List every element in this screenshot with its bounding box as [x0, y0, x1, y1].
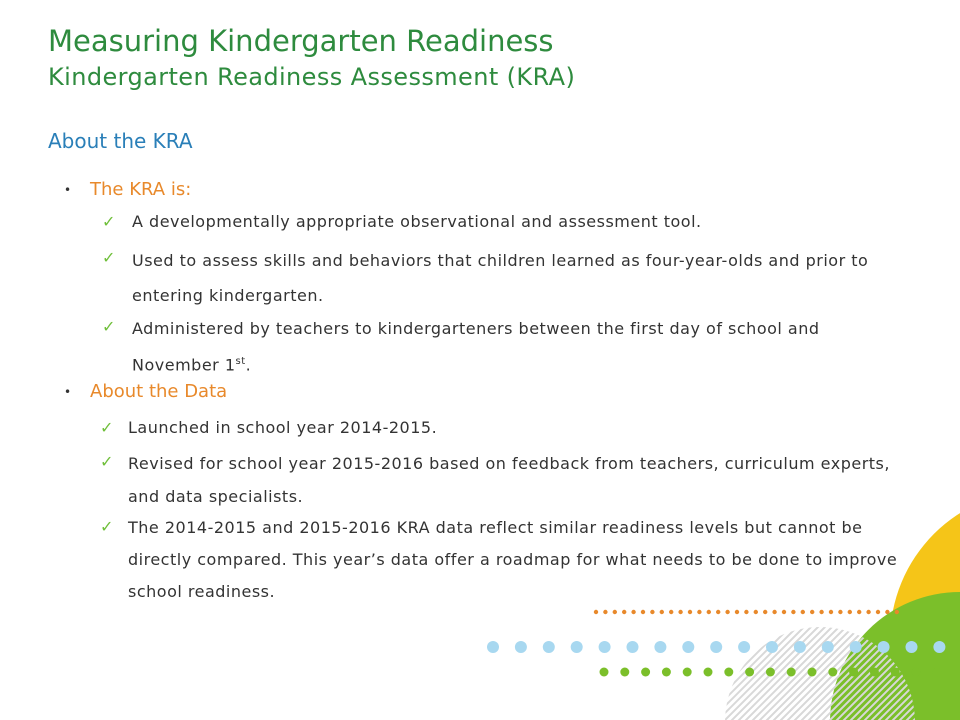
decorative-dot: [885, 610, 889, 614]
decorative-dot: [627, 641, 639, 653]
decorative-dot: [763, 610, 767, 614]
decorative-dot: [912, 668, 921, 677]
decorative-dot: [766, 641, 778, 653]
decorative-dot: [735, 610, 739, 614]
bullet-label: The KRA is:: [90, 179, 192, 200]
decorative-dot: [891, 668, 900, 677]
bullet-dot-icon: •: [64, 183, 72, 197]
decorative-dot: [850, 641, 862, 653]
decorative-dot: [876, 610, 880, 614]
decorative-dot: [716, 610, 720, 614]
decorative-dot: [906, 641, 918, 653]
decorative-dot: [895, 610, 899, 614]
decorative-dot: [848, 610, 852, 614]
decorative-dot: [782, 610, 786, 614]
decorative-dot: [819, 610, 823, 614]
decorative-dot: [641, 668, 650, 677]
decorative-dot: [707, 610, 711, 614]
decorative-dot: [791, 610, 795, 614]
decorative-dot: [682, 641, 694, 653]
list-item-text: The 2014-2015 and 2015-2016 KRA data reflect similar readiness levels but cannot be directly compared. This year’s data offer a roadmap for what needs to be done to improve school readiness.: [128, 518, 898, 601]
decorative-dot: [808, 668, 817, 677]
orange-dot-row: [594, 610, 899, 614]
decorative-dot: [849, 668, 858, 677]
decorative-dot: [810, 610, 814, 614]
section-heading: About the KRA: [48, 129, 193, 153]
list-item-text: A developmentally appropriate observational and assessment tool.: [132, 212, 702, 231]
decorative-dot: [738, 641, 750, 653]
decorative-dot: [794, 641, 806, 653]
decorative-dot: [878, 641, 890, 653]
decorative-dot: [932, 668, 941, 677]
decorative-dot: [571, 641, 583, 653]
decorative-dot: [828, 668, 837, 677]
checkmark-icon: ✓: [102, 317, 116, 336]
decorative-dot: [631, 610, 635, 614]
superscript: st: [235, 356, 246, 367]
decorative-dot: [594, 610, 598, 614]
decorative-dot: [754, 610, 758, 614]
checkmark-icon: ✓: [102, 212, 116, 231]
decorative-dot: [710, 641, 722, 653]
decorative-dot: [600, 668, 609, 677]
decorative-dot: [660, 610, 664, 614]
decorative-dot: [772, 610, 776, 614]
decorative-dot: [641, 610, 645, 614]
decorative-dot: [622, 610, 626, 614]
decorative-dot: [787, 668, 796, 677]
list-item-text: Used to assess skills and behaviors that children learned as four-year-olds and prior to entering kindergarten.: [132, 251, 869, 305]
decorative-dot: [678, 610, 682, 614]
decorative-dot: [829, 610, 833, 614]
decorative-dot: [766, 668, 775, 677]
decorative-dot: [603, 610, 607, 614]
decorative-dot: [669, 610, 673, 614]
decorative-dot: [866, 610, 870, 614]
checkmark-icon: ✓: [100, 418, 114, 437]
decorative-dot: [515, 641, 527, 653]
decorative-dot: [613, 610, 617, 614]
decorative-dot: [857, 610, 861, 614]
decorative-dot: [487, 641, 499, 653]
decorative-dot: [688, 610, 692, 614]
decorative-dot: [822, 641, 834, 653]
decorative-dot: [745, 668, 754, 677]
decorative-dot: [744, 610, 748, 614]
decorative-dot: [599, 641, 611, 653]
decorative-dot: [870, 668, 879, 677]
page-subtitle: Kindergarten Readiness Assessment (KRA): [48, 63, 576, 91]
decorative-dot: [697, 610, 701, 614]
decorative-dot: [724, 668, 733, 677]
page-title: Measuring Kindergarten Readiness: [48, 24, 554, 58]
bullet-label: About the Data: [90, 381, 228, 402]
list-item-text: Revised for school year 2015-2016 based on feedback from teachers, curriculum experts, and data specialists.: [128, 454, 890, 506]
bullet-dot-icon: •: [64, 385, 72, 399]
decorative-dot: [543, 641, 555, 653]
list-item-text: Administered by teachers to kindergarteners between the first day of school and November 1st.: [132, 319, 820, 375]
decorative-dot: [725, 610, 729, 614]
decorative-dot: [704, 668, 713, 677]
decorative-dot: [683, 668, 692, 677]
decorative-dot: [838, 610, 842, 614]
decorative-dot: [933, 641, 945, 653]
list-item-text: Launched in school year 2014-2015.: [128, 418, 438, 437]
decorative-dot: [801, 610, 805, 614]
decorative-dot: [620, 668, 629, 677]
checkmark-icon: ✓: [100, 517, 114, 536]
decorative-dot: [650, 610, 654, 614]
decorative-dot: [662, 668, 671, 677]
checkmark-icon: ✓: [100, 452, 114, 471]
checkmark-icon: ✓: [102, 248, 116, 267]
decorative-dot: [654, 641, 666, 653]
